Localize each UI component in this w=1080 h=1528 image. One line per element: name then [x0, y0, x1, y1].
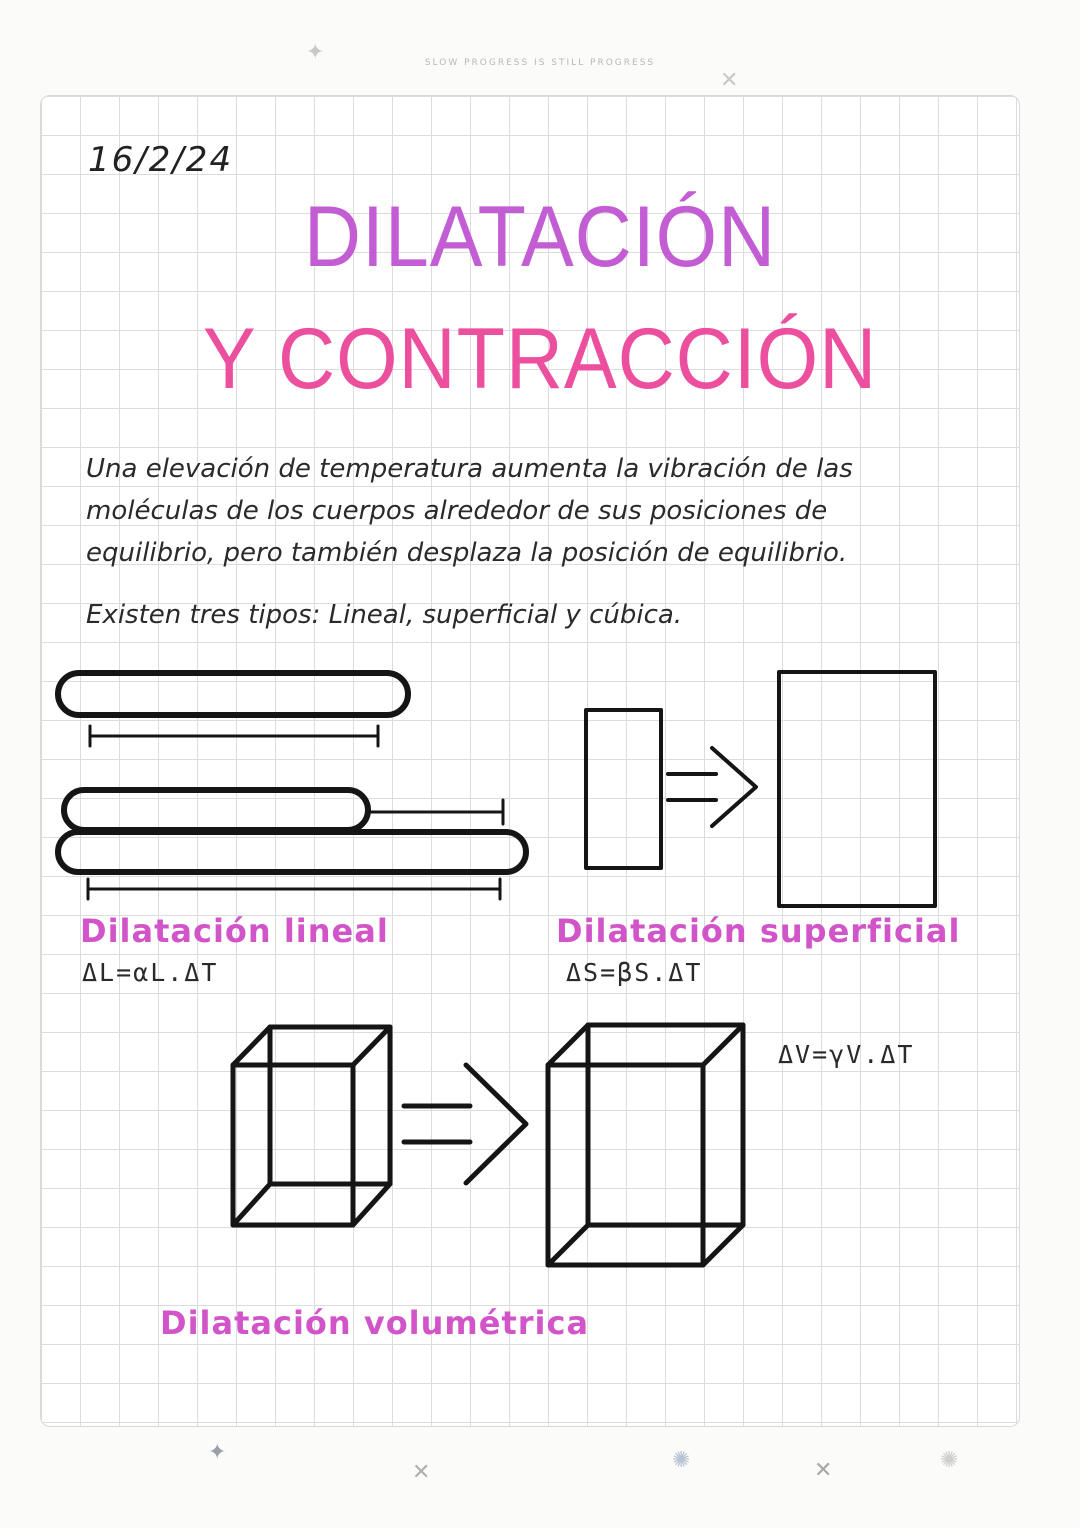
star-icon: ✕: [720, 68, 739, 93]
title-line-2: Y CONTRACCIÓN: [202, 311, 878, 407]
paragraph-line: Una elevación de temperatura aumenta la vibración de las: [86, 454, 853, 484]
arrow-right-icon: [668, 748, 756, 826]
linear-bar-initial: [58, 673, 408, 715]
volume-formula: ΔV=γV.ΔT: [778, 1040, 915, 1069]
surface-plate-initial: [586, 710, 661, 868]
linear-bar-expanded: [58, 832, 526, 872]
sparkle-icon: ✺: [672, 1448, 691, 1473]
paragraph-line: equilibrio, pero también desplaza la posición de equilibrio.: [86, 538, 848, 568]
surface-label: Dilatación superficial: [556, 912, 961, 950]
sparkle-icon: ✺: [940, 1448, 959, 1473]
volume-cube-initial: [233, 1027, 390, 1225]
linear-formula: ΔL=αL.ΔT: [82, 958, 219, 987]
sparkle-icon: ✦: [208, 1440, 227, 1465]
volume-cube-expanded: [548, 1025, 743, 1265]
paragraph-line: moléculas de los cuerpos alrededor de sus posiciones de: [86, 496, 828, 526]
star-icon: ✕: [814, 1458, 833, 1483]
star-icon: ✕: [412, 1460, 431, 1485]
title-line-1: DILATACIÓN: [303, 189, 777, 285]
types-sentence: Existen tres tipos: Lineal, superficial y cúbica.: [86, 600, 683, 630]
arrow-right-icon: [404, 1065, 526, 1183]
linear-bar-short: [64, 790, 368, 830]
surface-plate-expanded: [779, 672, 935, 906]
linear-label: Dilatación lineal: [80, 912, 389, 950]
page-motto: SLOW PROGRESS IS STILL PROGRESS: [424, 58, 656, 68]
volume-label: Dilatación volumétrica: [160, 1304, 590, 1342]
surface-formula: ΔS=βS.ΔT: [566, 958, 703, 987]
star-icon: ✦: [306, 40, 325, 65]
note-date: 16/2/24: [88, 140, 234, 180]
